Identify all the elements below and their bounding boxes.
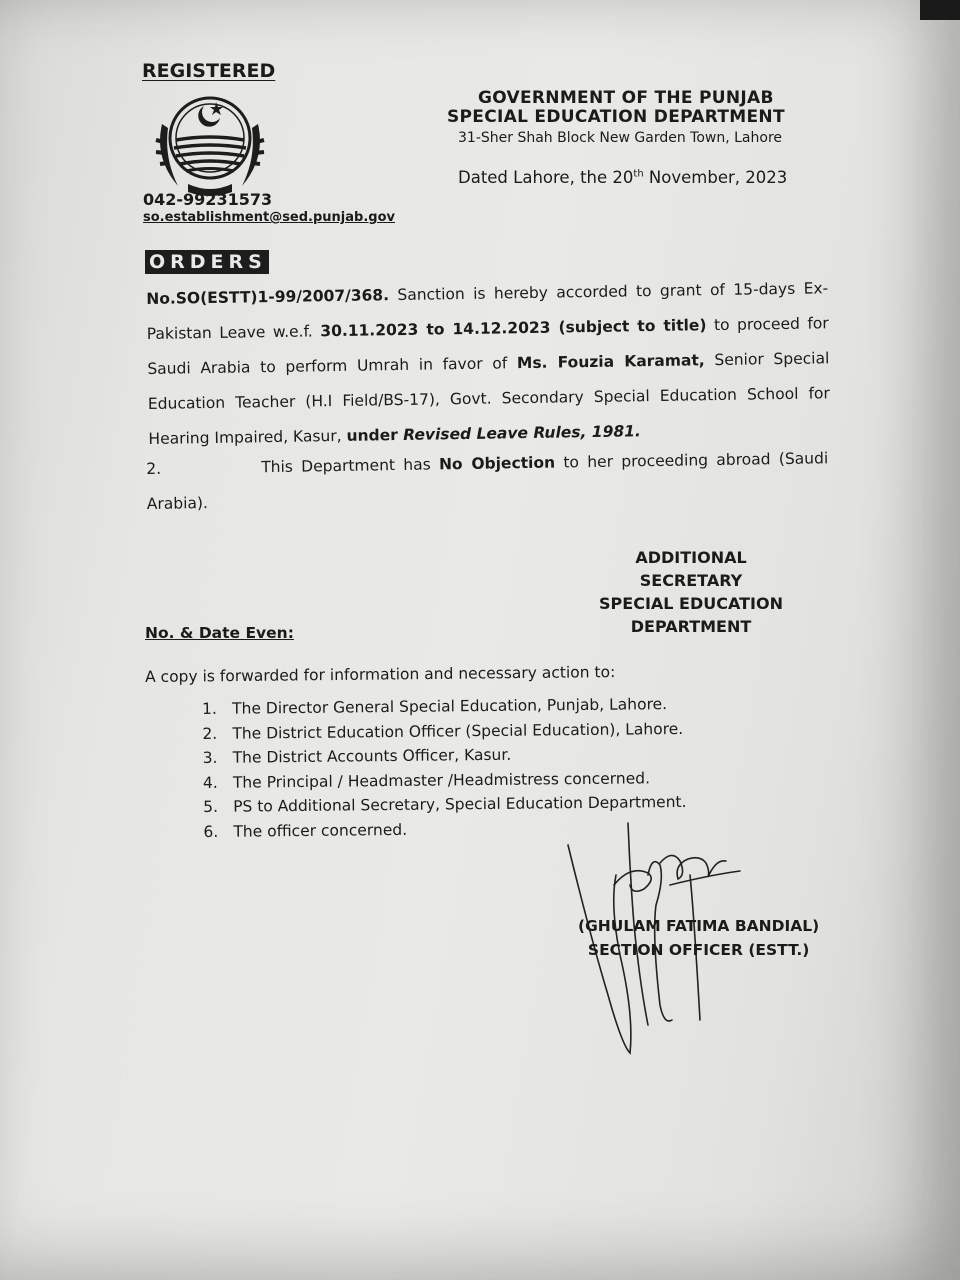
department-heading: SPECIAL EDUCATION DEPARTMENT (447, 107, 785, 127)
additional-secretary-block (586, 546, 796, 638)
signatory-name: (GHULAM FATIMA BANDIAL) (578, 917, 820, 935)
recipient-text: The Principal / Headmaster /Headmistress concerned. (232, 768, 651, 792)
order-paragraph-2 (146, 441, 829, 522)
background-corner (920, 0, 960, 20)
paragraph-number: 2. (146, 459, 162, 478)
orders-heading: ORDERS (145, 250, 269, 274)
phone-number: 042-99231573 (143, 190, 273, 209)
employee-name: Ms. Fouzia Karamat, (516, 351, 705, 373)
reference-number: No.SO(ESTT)1-99/2007/368. (146, 286, 390, 308)
p1-text-2: to proceed for Saudi Arabia to perform Umrah in favor of (147, 314, 829, 378)
date-suffix-sup: th (633, 168, 644, 180)
recipient-number: 1. (202, 699, 218, 718)
p1-under: under (346, 425, 404, 445)
addl-line-1: ADDITIONAL SECRETARY (635, 548, 747, 590)
leave-rules: Revised Leave Rules, 1981. (403, 422, 641, 444)
recipient-text: The District Accounts Officer, Kasur. (232, 745, 512, 767)
recipient-number: 3. (202, 748, 218, 767)
recipient-text: The Director General Special Education, Punjab, Lahore. (232, 695, 668, 718)
no-date-even: No. & Date Even: (145, 624, 294, 642)
email-address: so.establishment@sed.punjab.gov (143, 210, 395, 225)
no-objection: No Objection (438, 453, 556, 474)
recipient-number: 5. (203, 797, 219, 816)
government-heading: GOVERNMENT OF THE PUNJAB (478, 88, 774, 108)
recipient-number: 6. (203, 822, 219, 841)
p2-text-1: This Department has (261, 455, 440, 477)
recipient-text: The officer concerned. (233, 820, 408, 841)
addl-line-2: SPECIAL EDUCATION (599, 594, 783, 613)
p1-text-3: Senior Special Education Teacher (H.I Field/BS-17), Govt. Secondary Special Education School for Hearing Impaired, Kasur, (147, 349, 830, 448)
signatory-title: SECTION OFFICER (ESTT.) (587, 941, 810, 959)
punjab-government-emblem-icon (148, 88, 272, 200)
date-month-year: November, 2023 (643, 168, 788, 187)
p2-text-2: to her proceeding abroad (Saudi Arabia). (146, 449, 829, 513)
recipient-item (202, 716, 686, 746)
p1-text-1: Sanction is hereby accorded to grant of 15-days Ex-Pakistan Leave w.e.f. (146, 279, 829, 343)
copy-forwarded-line: A copy is forwarded for information and necessary action to: (145, 663, 616, 686)
recipient-text: PS to Additional Secretary, Special Education Department. (233, 792, 687, 816)
registered-label: REGISTERED (142, 60, 276, 82)
recipient-text: The District Education Officer (Special Education), Lahore. (232, 719, 684, 743)
signatory-block (578, 914, 819, 962)
date-prefix: Dated Lahore, the 20 (458, 168, 634, 187)
department-address: 31-Sher Shah Block New Garden Town, Lahore (458, 130, 783, 146)
date-line (458, 168, 787, 187)
recipient-number: 2. (202, 724, 218, 743)
leave-dates: 30.11.2023 to 14.12.2023 (subject to title) (320, 316, 707, 341)
addl-line-3: DEPARTMENT (630, 617, 752, 636)
order-paragraph-1 (146, 271, 831, 457)
recipient-number: 4. (202, 773, 218, 792)
